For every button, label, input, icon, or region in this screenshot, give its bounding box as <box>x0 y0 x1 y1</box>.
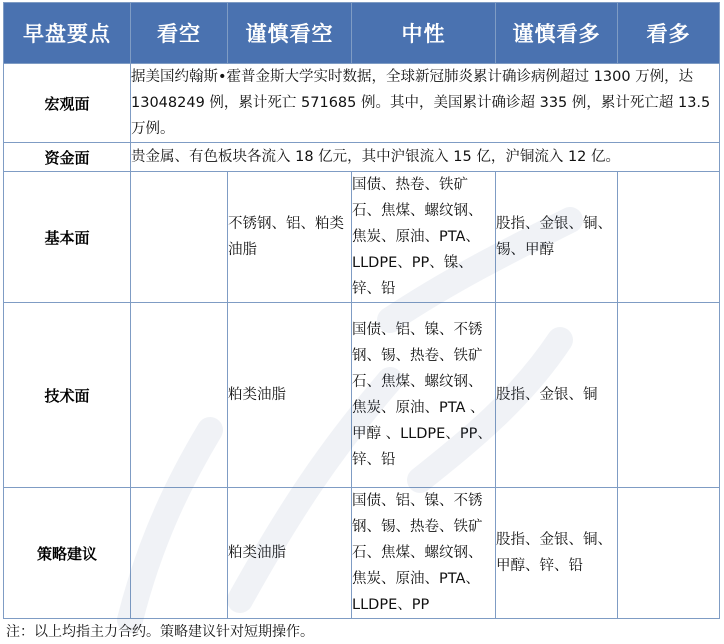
row-tech <box>4 303 720 488</box>
strategy-cautious-bearish-cell: 粕类油脂 <box>228 488 352 619</box>
tech-cautious-bearish-cell: 粕类油脂 <box>228 303 352 488</box>
basic-neutral-cell: 国债、热卷、铁矿石、焦煤、螺纹钢、焦炭、原油、PTA、LLDPE、PP、镍、锌、铅 <box>352 172 496 303</box>
header-neutral: 中性 <box>352 3 496 64</box>
header-bullish: 看多 <box>618 3 720 64</box>
row-label-basic: 基本面 <box>4 172 131 303</box>
row-strategy <box>4 488 720 619</box>
row-label-macro: 宏观面 <box>4 64 131 143</box>
row-label-fund: 资金面 <box>4 143 131 172</box>
macro-text: 据美国约翰斯•霍普金斯大学实时数据，全球新冠肺炎累计确诊病例超过 1300 万例，达 13048249 例，累计死亡 571685 例。其中，美国累计确诊超 335 例，累计死亡超 13.5 万例。 <box>131 64 720 143</box>
row-label-tech: 技术面 <box>4 303 131 488</box>
header-cautious-bearish: 谨慎看空 <box>228 3 352 64</box>
header-cautious-bullish: 谨慎看多 <box>496 3 618 64</box>
strategy-bearish-cell <box>131 488 228 619</box>
basic-cautious-bullish-cell: 股指、金银、铜、锡、甲醇 <box>496 172 618 303</box>
tech-bearish-cell <box>131 303 228 488</box>
row-basic <box>4 172 720 303</box>
basic-cautious-bearish-cell: 不锈钢、铝、粕类油脂 <box>228 172 352 303</box>
tech-bullish-cell <box>618 303 720 488</box>
basic-bearish-cell <box>131 172 228 303</box>
footnote: 注：以上均指主力合约。策略建议针对短期操作。 <box>6 624 314 640</box>
header-bearish: 看空 <box>131 3 228 64</box>
tech-neutral-cell: 国债、铝、镍、不锈钢、锡、热卷、铁矿石、焦煤、螺纹钢、焦炭、原油、PTA 、甲醇 、LLDPE、PP、锌、铅 <box>352 303 496 488</box>
tech-cautious-bullish-cell: 股指、金银、铜 <box>496 303 618 488</box>
strategy-bullish-cell <box>618 488 720 619</box>
row-fund <box>4 143 720 172</box>
header-row <box>4 3 720 64</box>
morning-brief-table <box>3 2 720 619</box>
fund-text: 贵金属、有色板块各流入 18 亿元，其中沪银流入 15 亿，沪铜流入 12 亿。 <box>131 143 720 172</box>
basic-bullish-cell <box>618 172 720 303</box>
row-label-strategy: 策略建议 <box>4 488 131 619</box>
strategy-cautious-bullish-cell: 股指、金银、铜、甲醇、锌、铅 <box>496 488 618 619</box>
strategy-neutral-cell: 国债、铝、镍、不锈钢、锡、热卷、铁矿石、焦煤、螺纹钢、焦炭、原油、PTA、 LLDPE、PP <box>352 488 496 619</box>
header-key-points: 早盘要点 <box>4 3 131 64</box>
row-macro <box>4 64 720 143</box>
